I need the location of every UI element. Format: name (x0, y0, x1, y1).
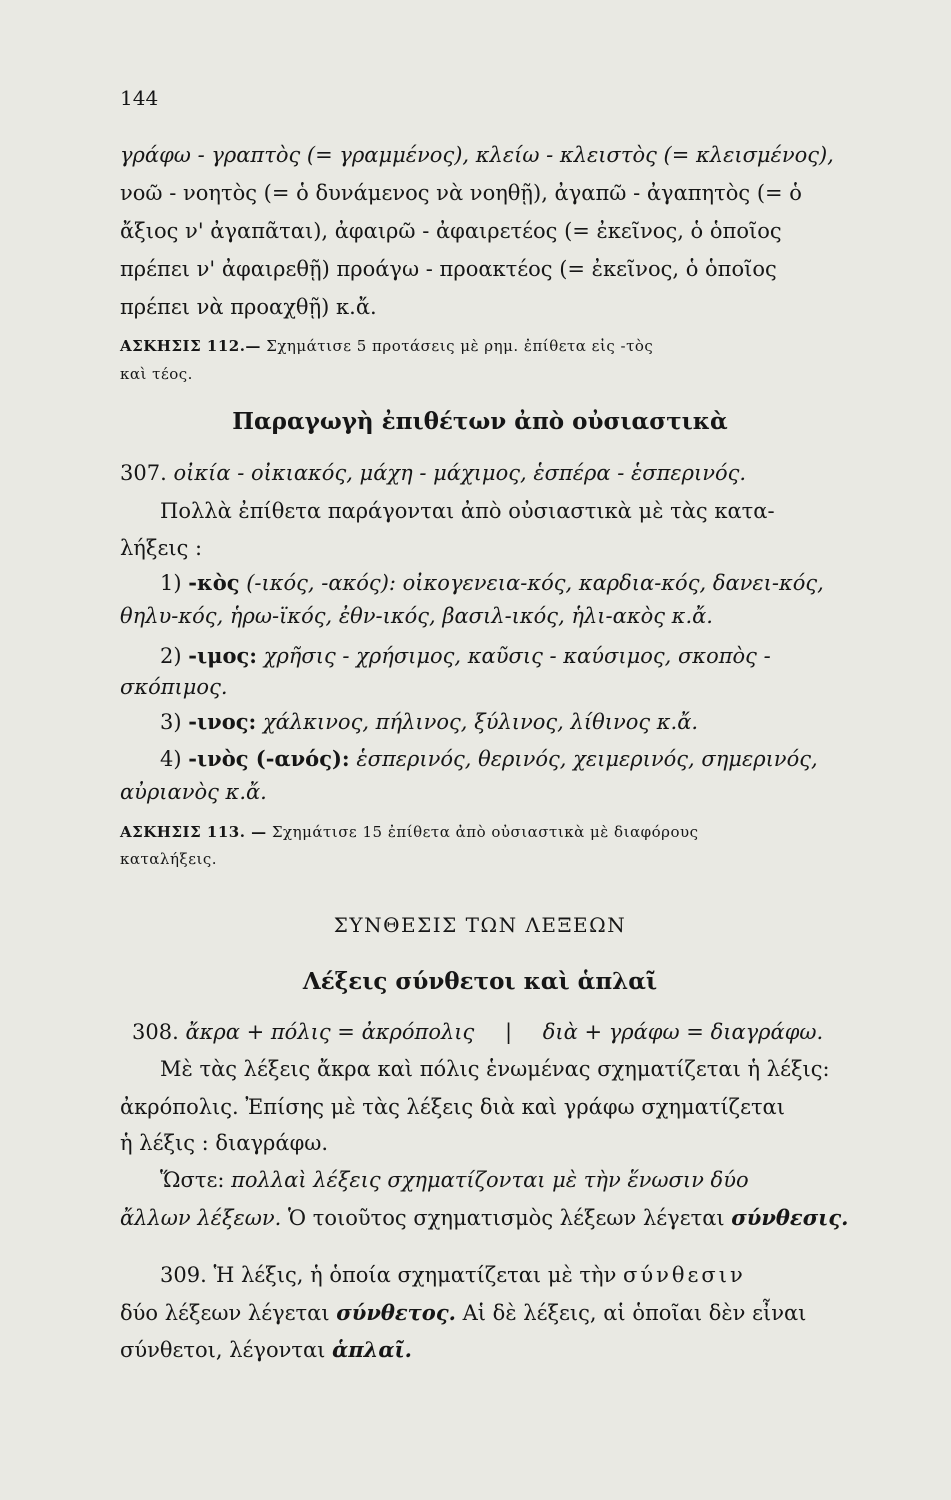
term: σύνθεσιν (623, 1263, 746, 1287)
paragraph-number: 309. (160, 1263, 207, 1287)
text-line: λήξεις : (120, 536, 203, 560)
list-item-4 (120, 746, 880, 772)
item-number: 4) (160, 747, 182, 771)
paragraph-307-examples (120, 461, 840, 486)
suffix: -κὸς (188, 570, 240, 595)
text-span: Ἡ λέξις, ἡ ὁποία σχηματίζεται μὲ τὴν (213, 1263, 617, 1287)
list-item-1 (120, 570, 880, 596)
exercise-text: Σχημάτισε 5 προτάσεις μὲ ρημ. ἐπίθετα εἰς -τὸς (266, 337, 654, 355)
text-line (120, 1205, 849, 1231)
page-number: 144 (120, 86, 159, 110)
suffix: -ινος: (188, 709, 257, 734)
suffix-variants: (-ικός, -ακός): (246, 571, 396, 595)
text-line: νοῶ - νοητὸς (= ὁ δυνάμενος νὰ νοηθῇ), ἀγαπῶ - ἀγαπητὸς (= ὁ (120, 181, 802, 205)
text-line (120, 1263, 880, 1288)
example: ἄκρα + πόλις = ἀκρόπολις (185, 1020, 475, 1044)
exercise-label: ΑΣΚΗΣΙΣ 112.— (120, 337, 261, 355)
text-line: Πολλὰ ἐπίθετα παράγονται ἀπὸ οὐσιαστικὰ μὲ τὰς κατα- (160, 499, 775, 523)
exercise-text: Σχημάτισε 15 ἐπίθετα ἀπὸ οὐσιαστικὰ μὲ διαφόρους (271, 823, 699, 841)
section-heading: Παραγωγὴ ἐπιθέτων ἀπὸ οὐσιαστικὰ (232, 408, 728, 435)
examples: χρῆσις - χρήσιμος, καῦσις - καύσιμος, σκοπὸς - (263, 644, 771, 668)
exercise-text: καταλήξεις. (120, 850, 218, 868)
separator: | (504, 1020, 513, 1044)
text-line (120, 1300, 840, 1326)
paragraph-number: 308. (132, 1020, 179, 1044)
text-line: αὐριανὸς κ.ἄ. (120, 780, 267, 804)
paragraph-number: 307. (120, 461, 167, 485)
text-line: ἄξιος ν' ἀγαπᾶται), ἀφαιρῶ - ἀφαιρετέος (= ἐκεῖνος, ὁ ὁποῖος (120, 219, 782, 243)
text-line: πρέπει νὰ προαχθῇ) κ.ἄ. (120, 295, 377, 319)
exercise-label: ΑΣΚΗΣΙΣ 113. — (120, 823, 267, 841)
example: διὰ + γράφω = διαγράφω. (542, 1020, 824, 1044)
list-item-3 (120, 709, 880, 735)
text-line: πρέπει ν' ἀφαιρεθῇ) προάγω - προακτέος (= ἐκεῖνος, ὁ ὁποῖος (120, 257, 777, 281)
text-line: θηλυ-κός, ἡρω-ϊκός, ἐθν-ικός, βασιλ-ικός, ἡλι-ακὸς κ.ἄ. (120, 604, 713, 628)
text-line: Μὲ τὰς λέξεις ἄκρα καὶ πόλις ἑνωμένας σχηματίζεται ἡ λέξις: (160, 1057, 830, 1081)
text-line: σκόπιμος. (120, 675, 228, 699)
text-span: Αἱ δὲ λέξεις, αἱ ὁποῖαι δὲν εἶναι (462, 1301, 807, 1325)
exercise-112 (120, 337, 840, 355)
text-line (120, 1168, 880, 1193)
text-line (120, 1337, 840, 1363)
term: ἁπλαῖ. (332, 1337, 412, 1362)
text-span: Ὥστε: (160, 1168, 225, 1192)
section-heading: Λέξεις σύνθετοι καὶ ἁπλαῖ (302, 968, 658, 995)
text-span: πολλαὶ λέξεις σχηματίζονται μὲ τὴν ἕνωσιν δύο (231, 1168, 749, 1192)
item-number: 2) (160, 644, 182, 668)
exercise-113 (120, 823, 840, 841)
examples: οἰκογενεια-κός, καρδια-κός, δανει-κός, (402, 571, 824, 595)
list-item-2 (120, 643, 880, 669)
text-span: σύνθετοι, λέγονται (120, 1338, 326, 1362)
text-span: ἄλλων λέξεων. (120, 1206, 282, 1230)
examples: οἰκία - οἰκιακός, μάχη - μάχιμος, ἑσπέρα - ἑσπερινός. (173, 461, 747, 485)
chapter-heading: ΣΥΝΘΕΣΙΣ ΤΩΝ ΛΕΞΕΩΝ (333, 913, 627, 937)
item-number: 1) (160, 571, 182, 595)
item-number: 3) (160, 710, 182, 734)
paragraph-308-examples (120, 1020, 852, 1045)
exercise-text: καὶ τέος. (120, 365, 193, 383)
suffix: -ινὸς (-ανός): (188, 746, 350, 771)
examples: ἑσπερινός, θερινός, χειμερινός, σημερινός, (356, 747, 818, 771)
text-span: δύο λέξεων λέγεται (120, 1301, 330, 1325)
text-line: ἡ λέξις : διαγράφω. (120, 1131, 329, 1155)
term: σύνθεσις. (731, 1205, 849, 1230)
text-line: ἀκρόπολις. Ἐπίσης μὲ τὰς λέξεις διὰ καὶ γράφω σχηματίζεται (120, 1095, 785, 1119)
text-line: γράφω - γραπτὸς (= γραμμένος), κλείω - κλειστὸς (= κλεισμένος), (120, 143, 834, 167)
term: σύνθετος. (336, 1300, 456, 1325)
examples: χάλκινος, πήλινος, ξύλινος, λίθινος κ.ἄ. (262, 710, 699, 734)
text-span: Ὁ τοιοῦτος σχηματισμὸς λέξεων λέγεται (288, 1206, 725, 1230)
suffix: -ιμος: (188, 643, 258, 668)
